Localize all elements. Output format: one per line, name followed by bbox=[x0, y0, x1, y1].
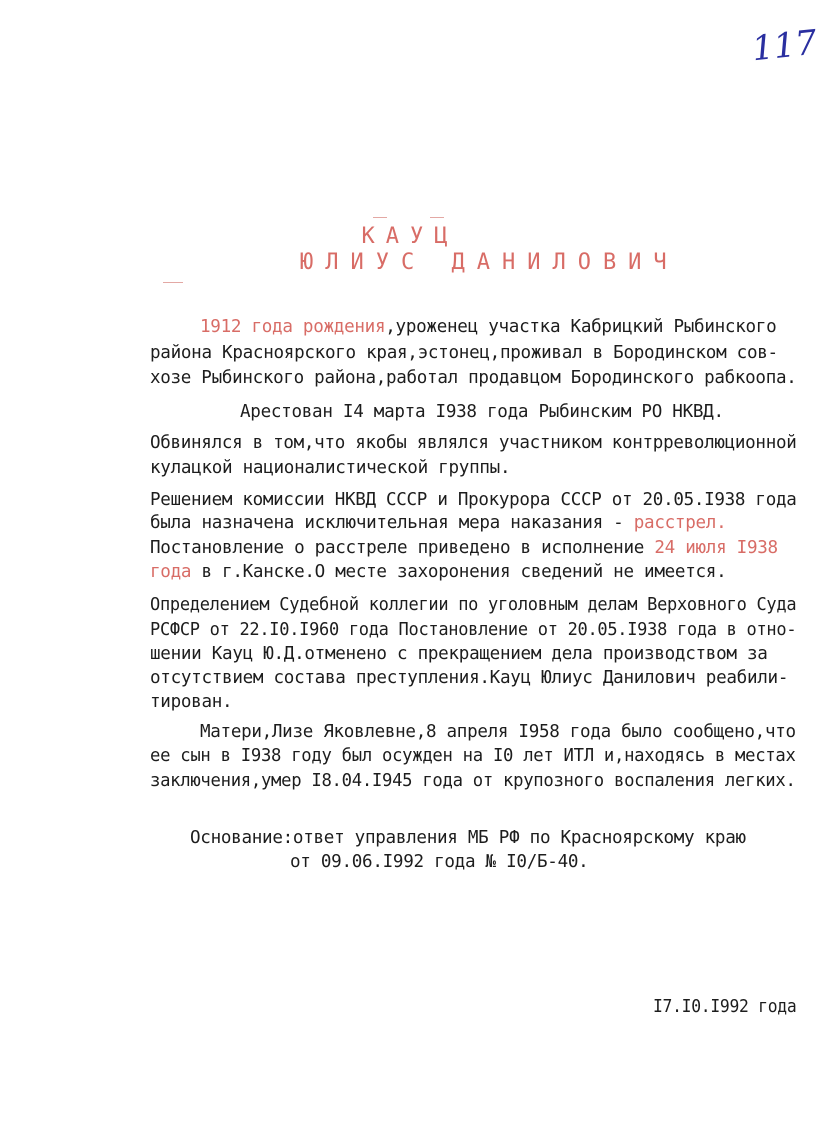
paragraph-rehabilitation-line-5: тирован. bbox=[150, 692, 233, 712]
paragraph-rehabilitation-line-4: отсутствием состава преступления.Кауц Юлиус Данилович реабили- bbox=[150, 668, 789, 688]
paragraph-rehabilitation-line-1: Определением Судебной коллегии по уголовным делам Верховного Суда bbox=[150, 595, 797, 615]
paragraph-charge-line-2: кулацкой националистической группы. bbox=[150, 458, 511, 478]
paragraph-mother-line-2: ее сын в I938 году был осужден на I0 лет ИТЛ и,находясь в местах bbox=[150, 746, 796, 766]
sentence-red-text: расстрел. bbox=[633, 513, 727, 533]
paragraph-sentence-line-1: Решением комиссии НКВД СССР и Прокурора СССР от 20.05.I938 года bbox=[150, 490, 797, 510]
paragraph-mother-line-1: Матери,Лизе Яковлевне,8 апреля I958 года было сообщено,что bbox=[200, 722, 796, 742]
decorative-mark bbox=[430, 217, 444, 218]
paragraph-sentence-line-3 bbox=[150, 536, 778, 560]
person-given-names: ЮЛИУС ДАНИЛОВИЧ bbox=[300, 250, 679, 275]
paragraph-mother-line-3: заключения,умер I8.04.I945 года от крупозного воспаления легких. bbox=[150, 771, 796, 791]
decorative-mark bbox=[373, 217, 387, 218]
page-number: 117 bbox=[750, 22, 819, 70]
paragraph-charge-line-1: Обвинялся в том,что якобы являлся участником контрреволюционной bbox=[150, 433, 797, 453]
execution-year-word: года bbox=[150, 562, 192, 582]
basis-line-1: Основание:ответ управления МБ РФ по Красноярскому краю bbox=[190, 828, 746, 848]
paragraph-birth-line-3: хозе Рыбинского района,работал продавцом Бородинского рабкоопа. bbox=[150, 368, 797, 388]
paragraph-rehabilitation-line-3: шении Кауц Ю.Д.отменено с прекращением дела производством за bbox=[150, 644, 768, 664]
document-date: I7.I0.I992 года bbox=[653, 997, 797, 1017]
paragraph-rehabilitation-line-2: РСФСР от 22.I0.I960 года Постановление от 20.05.I938 года в отно- bbox=[150, 620, 797, 640]
person-surname: КАУЦ bbox=[361, 224, 459, 249]
paragraph-birth-line-1 bbox=[200, 315, 776, 339]
paragraph-arrest: Арестован I4 марта I938 года Рыбинским РО НКВД. bbox=[240, 402, 724, 422]
birth-year-text: 1912 года рождения bbox=[200, 317, 386, 337]
paragraph-sentence-line-2 bbox=[150, 511, 726, 535]
basis-line-2: от 09.06.I992 года № I0/Б-40. bbox=[290, 852, 589, 872]
paragraph-sentence-line-4 bbox=[150, 560, 726, 584]
execution-text: Постановление о расстреле приведено в исполнение bbox=[150, 538, 655, 558]
sentence-text: была назначена исключительная мера наказания - bbox=[150, 513, 634, 533]
decorative-mark bbox=[163, 282, 183, 283]
burial-text: в г.Канске.О месте захоронения сведений не имеется. bbox=[191, 562, 727, 582]
execution-date-text: 24 июля I938 bbox=[654, 538, 778, 558]
birth-place-text: ,уроженец участка Кабрицкий Рыбинского bbox=[385, 317, 777, 337]
paragraph-birth-line-2: района Красноярского края,эстонец,проживал в Бородинском сов- bbox=[150, 343, 778, 363]
